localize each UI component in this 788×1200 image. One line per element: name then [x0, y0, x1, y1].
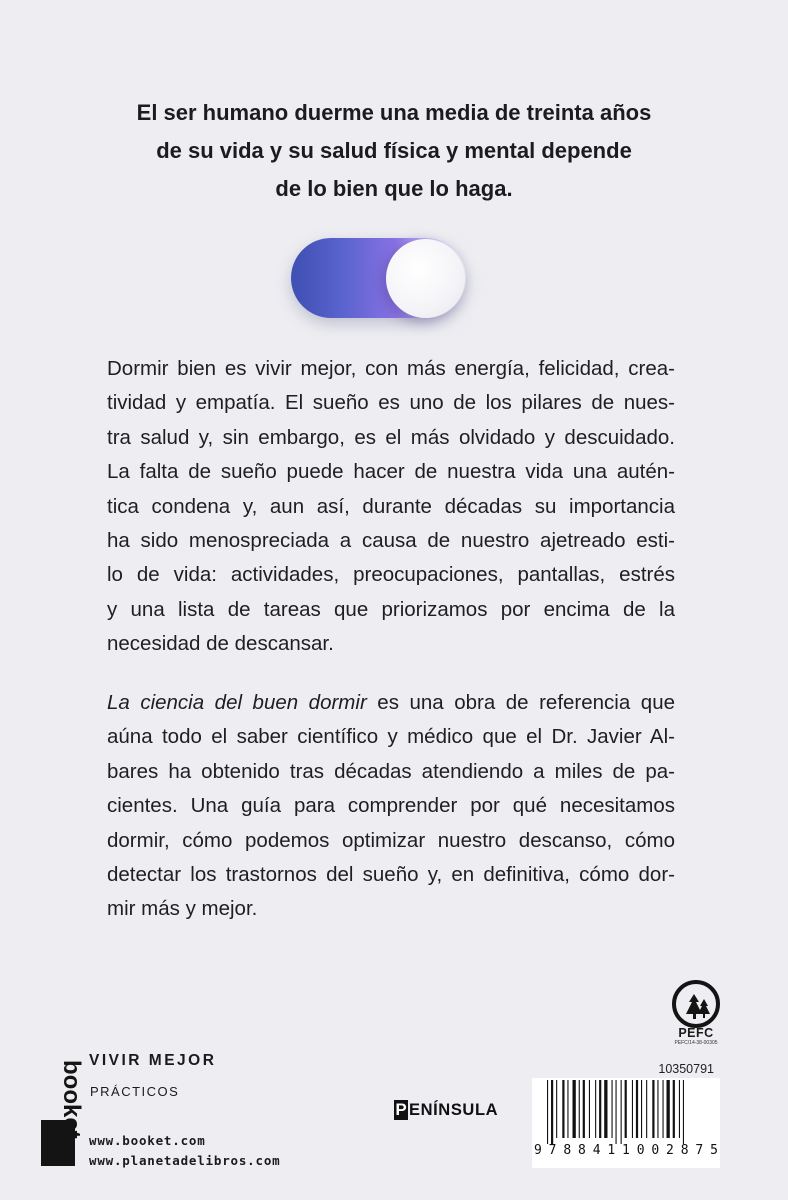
barcode-bar [562, 1080, 564, 1138]
booket-url[interactable]: www.booket.com [89, 1133, 206, 1148]
lead-statement [60, 94, 728, 208]
barcode-bar [599, 1080, 601, 1138]
barcode-bar [567, 1080, 568, 1138]
isbn-digit: 4 [592, 1143, 601, 1158]
barcode-bar [641, 1080, 642, 1138]
planeta-url[interactable]: www.planetadelibros.com [89, 1153, 281, 1168]
isbn-digit: 8 [680, 1143, 689, 1158]
lead-line: de su vida y su salud física y mental depende [156, 138, 632, 163]
text-line: Dormir bien es vivir mejor, con más energía, felicidad, crea- [107, 357, 675, 380]
isbn-digit: 5 [710, 1143, 718, 1158]
lead-line: El ser humano duerme una media de treinta años [136, 100, 652, 125]
synopsis-paragraph-1 [107, 352, 675, 662]
collection-label: VIVIR MEJOR [89, 1052, 217, 1069]
barcode-bar [657, 1080, 658, 1138]
text-line: aúna todo el saber científico y médico que el Dr. Javier Al- [107, 725, 675, 749]
isbn-digit: 8 [563, 1143, 572, 1158]
barcode-bar [632, 1080, 633, 1138]
barcode-bar [663, 1080, 664, 1138]
barcode-bar [573, 1080, 576, 1138]
text-line: detectar los trastornos del sueño y, en definitiva, cómo dor- [107, 863, 675, 887]
subcollection-label: PRÁCTICOS [90, 1084, 180, 1099]
text-line: tica condena y, aun así, durante décadas su importancia [107, 494, 675, 518]
barcode-bar [621, 1080, 622, 1144]
barcode-bar [595, 1080, 596, 1138]
text-line: tividad y empatía. El sueño es uno de los pilares de nues- [107, 391, 675, 415]
isbn-digit: 9 [534, 1143, 542, 1158]
isbn-digit: 0 [636, 1143, 645, 1158]
booket-logo-text: booket [58, 1060, 85, 1139]
text-line: dormir, cómo podemos optimizar nuestro descanso, cómo [107, 828, 675, 852]
text-line: necesidad de descansar. [107, 632, 334, 656]
barcode-bar [646, 1080, 647, 1138]
barcode-bar [625, 1080, 627, 1138]
barcode-bar [589, 1080, 590, 1138]
synopsis-paragraph-2 [107, 686, 675, 927]
isbn-digit: 2 [666, 1143, 674, 1158]
toggle-knob [386, 239, 465, 318]
text-line: bares ha obtenido tras décadas atendiendo a miles de pa- [107, 759, 675, 783]
isbn-digits [534, 1143, 718, 1158]
isbn-digit: 1 [622, 1143, 630, 1158]
barcode-bar [556, 1080, 557, 1138]
barcode-bar [579, 1080, 580, 1138]
text-line: tra salud y, sin embargo, es el más olvidado y descuidado. [107, 425, 675, 449]
barcode-bar [683, 1080, 684, 1144]
barcode-bar [551, 1080, 553, 1144]
barcode-bar [547, 1080, 548, 1144]
publisher-logo [394, 1099, 498, 1121]
isbn-digit: 7 [695, 1143, 704, 1158]
isbn-digit: 1 [607, 1143, 616, 1158]
barcode-bar [612, 1080, 613, 1138]
isbn-digit: 8 [578, 1143, 586, 1158]
barcode-bar [604, 1080, 607, 1138]
text-line: cientes. Una guía para comprender por qué necesitamos [107, 794, 675, 818]
barcode-bar [616, 1080, 617, 1144]
barcode-bar [667, 1080, 670, 1138]
lead-line: de lo bien que lo haga. [275, 176, 513, 201]
barcode-bar [679, 1080, 680, 1138]
text-line: La falta de sueño puede hacer de nuestra vida una autén- [107, 460, 675, 484]
text-line: ha sido menospreciada a causa de nuestro ajetreado esti- [107, 529, 675, 553]
book-title: La ciencia del buen dormir [107, 691, 367, 714]
isbn-barcode [546, 1080, 712, 1144]
text-line [107, 686, 675, 720]
pefc-code: PEFC/14-38-00305 [674, 1040, 718, 1046]
product-code: 10350791 [658, 1062, 714, 1076]
publisher-name: ENÍNSULA [409, 1100, 499, 1119]
publisher-initial: P [395, 1100, 407, 1119]
text-line: lo de vida: actividades, preocupaciones, pantallas, estrés [107, 563, 675, 587]
text-line: y una lista de tareas que priorizamos por encima de la [107, 597, 675, 621]
text-fragment: es una obra de referencia que [366, 691, 675, 714]
barcode-bar [673, 1080, 675, 1138]
booket-logo [33, 1058, 85, 1166]
barcode-bar [583, 1080, 585, 1138]
text-line: mir más y mejor. [107, 897, 258, 921]
isbn-digit: 0 [651, 1143, 660, 1158]
barcode-bar [652, 1080, 654, 1138]
pefc-label: PEFC [678, 1026, 714, 1040]
barcode-bar [636, 1080, 638, 1138]
pefc-tree-icon [672, 980, 720, 1028]
isbn-digit: 7 [548, 1143, 557, 1158]
